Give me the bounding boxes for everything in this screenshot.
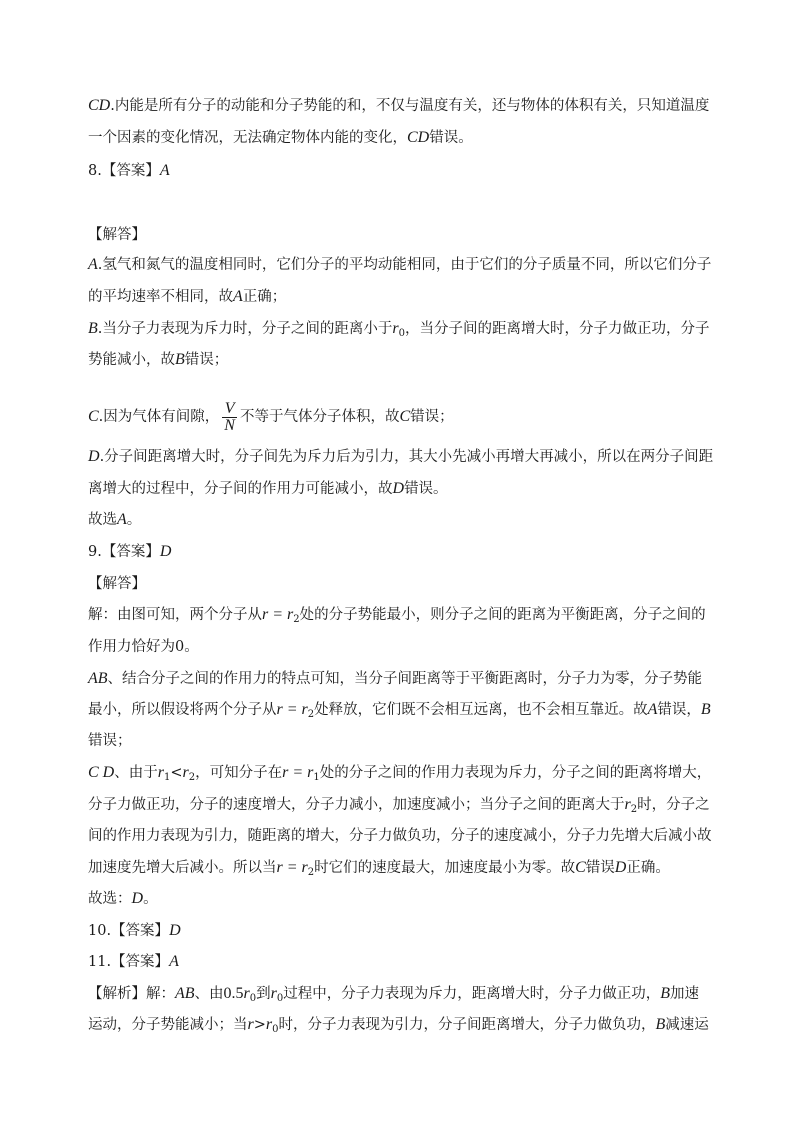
text-line: 错误； [88, 733, 132, 749]
text-line: D.分子间距离增大时，分子间先为斥力后为引力，其大小先减小再增大再减小，所以在两分子间距 [88, 448, 714, 465]
solution-heading: 【解答】 [88, 227, 146, 243]
text-line: 加速度先增大后减小。所以当$r = r_2$时它们的速度最大，加速度最小为零。故C错误D正确。 [88, 859, 670, 878]
answer-heading: 9.【答案】D [88, 543, 172, 560]
text-line: 故选A。 [88, 511, 142, 528]
text-line: 运动，分子势能减小；当$r>r_0$时，分子力表现为引力，分子间距离增大，分子力做负功，B减速运 [88, 1016, 709, 1035]
text-line: 一个因素的变化情况，无法确定物体内能的变化，CD错误。 [88, 129, 473, 146]
text-line: 解：由图可知，两个分子从$r = r_2$处的分子势能最小，则分子之间的距离为平衡距离，分子之间的 [88, 606, 706, 625]
text-line: A.氢气和氮气的温度相同时，它们分子的平均动能相同，由于它们的分子质量不同，所以它们分子 [88, 256, 712, 273]
answer-heading: 8.【答案】A [88, 162, 170, 179]
fraction-v-over-n: $\frac{V}{N}$ [224, 399, 235, 434]
text-line: 的平均速率不相同，故A正确； [88, 288, 287, 305]
text-line: AB、结合分子之间的作用力的特点可知，当分子间距离等于平衡距离时，分子力为零，分子势能 [88, 670, 703, 687]
text-line: 势能减小，故B错误； [88, 351, 229, 368]
text-line: B.当分子力表现为斥力时，分子之间的距离小于$r_0$，当分子间的距离增大时，分子力做正功，分子 [88, 320, 710, 339]
text-line: 最小，所以假设将两个分子从$r = r_2$处释放，它们既不会相互远离，也不会相互靠近。故A错误，B [88, 701, 711, 720]
text-line: 间的作用力表现为引力，随距离的增大，分子力做负功，分子的速度减小，分子力先增大后减小故 [88, 828, 712, 844]
text-line: CD.内能是所有分子的动能和分子势能的和，不仅与温度有关，还与物体的体积有关，只知道温度 [88, 97, 710, 114]
text-line: 故选：D。 [88, 890, 158, 907]
solution-heading: 【解答】 [88, 576, 146, 592]
text-line: C D、由于$r_1<r_2$，可知分子在$r = r_1$处的分子之间的作用力表现为斥力，分子之间的距离将增大， [88, 764, 712, 783]
text-line: 离增大的过程中，分子间的作用力可能减小，故D错误。 [88, 480, 448, 497]
answer-heading: 11.【答案】A [88, 953, 179, 970]
text-line: 作用力恰好为0。 [88, 639, 199, 655]
answer-heading: 10.【答案】D [88, 922, 181, 939]
text-line: 【解析】解：AB、由$0.5r_0$到$r_0$过程中，分子力表现为斥力，距离增大时，分子力做正功，B加速 [88, 985, 700, 1004]
text-line: 分子力做正功，分子的速度增大，分子力减小，加速度减小；当分子之间的距离大于$r_2$时，分子之 [88, 796, 710, 815]
text-line-with-fraction: C.因为气体有间隙， $\frac{V}{N}$ 不等于气体分子体积，故C错误； [88, 399, 454, 434]
